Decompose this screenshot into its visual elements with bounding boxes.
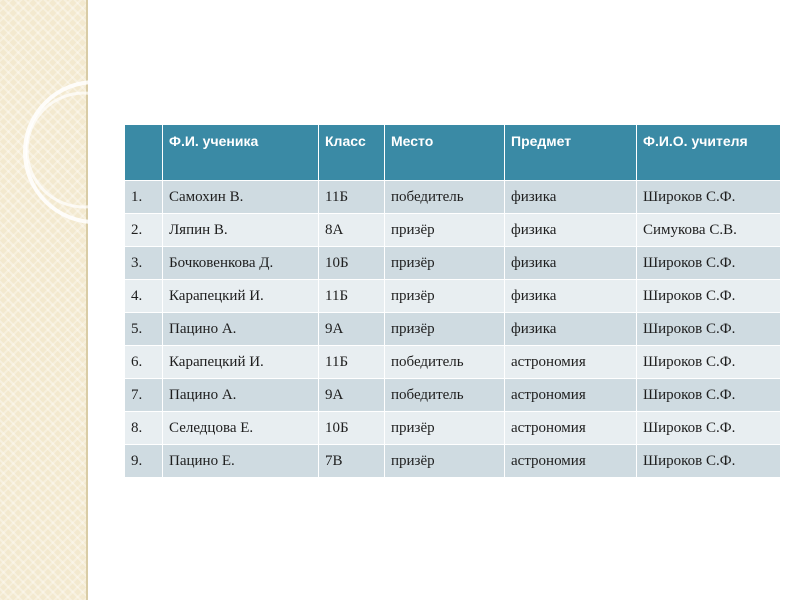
place-cell: призёр [385,445,505,478]
header-student-name: Ф.И. ученика [163,125,319,181]
decorative-circles [0,0,140,240]
subject-cell: астрономия [505,379,637,412]
row-number: 1. [125,181,163,214]
subject-cell: астрономия [505,346,637,379]
table-row [125,313,781,346]
results-table-container [124,124,781,478]
olympiad-results-table [124,124,781,478]
row-number: 9. [125,445,163,478]
student-name: Пацино А. [163,379,319,412]
class-cell: 9А [319,379,385,412]
student-name: Пацино А. [163,313,319,346]
header-number [125,125,163,181]
student-name: Самохин В. [163,181,319,214]
class-cell: 11Б [319,181,385,214]
table-row [125,379,781,412]
table-header-row [125,125,781,181]
table-row [125,346,781,379]
table-row [125,214,781,247]
teacher-name: Широков С.Ф. [637,346,781,379]
row-number: 2. [125,214,163,247]
class-cell: 7В [319,445,385,478]
place-cell: призёр [385,313,505,346]
student-name: Карапецкий И. [163,346,319,379]
teacher-name: Широков С.Ф. [637,181,781,214]
teacher-name: Широков С.Ф. [637,247,781,280]
table-row [125,412,781,445]
row-number: 4. [125,280,163,313]
subject-cell: физика [505,247,637,280]
teacher-name: Широков С.Ф. [637,313,781,346]
class-cell: 11Б [319,346,385,379]
student-name: Карапецкий И. [163,280,319,313]
subject-cell: физика [505,181,637,214]
row-number: 7. [125,379,163,412]
teacher-name: Широков С.Ф. [637,280,781,313]
header-class: Класс [319,125,385,181]
subject-cell: физика [505,214,637,247]
place-cell: победитель [385,181,505,214]
row-number: 5. [125,313,163,346]
place-cell: призёр [385,280,505,313]
teacher-name: Широков С.Ф. [637,379,781,412]
table-row [125,280,781,313]
row-number: 3. [125,247,163,280]
subject-cell: физика [505,313,637,346]
table-row [125,181,781,214]
header-teacher-name: Ф.И.О. учителя [637,125,781,181]
class-cell: 10Б [319,412,385,445]
student-name: Пацино Е. [163,445,319,478]
student-name: Бочковенкова Д. [163,247,319,280]
place-cell: призёр [385,214,505,247]
teacher-name: Широков С.Ф. [637,445,781,478]
row-number: 8. [125,412,163,445]
table-row [125,247,781,280]
student-name: Селедцова Е. [163,412,319,445]
subject-cell: астрономия [505,412,637,445]
teacher-name: Широков С.Ф. [637,412,781,445]
class-cell: 11Б [319,280,385,313]
table-row [125,445,781,478]
place-cell: победитель [385,346,505,379]
teacher-name: Симукова С.В. [637,214,781,247]
header-subject: Предмет [505,125,637,181]
place-cell: призёр [385,247,505,280]
place-cell: победитель [385,379,505,412]
row-number: 6. [125,346,163,379]
class-cell: 10Б [319,247,385,280]
place-cell: призёр [385,412,505,445]
student-name: Ляпин В. [163,214,319,247]
subject-cell: физика [505,280,637,313]
header-place: Место [385,125,505,181]
class-cell: 8А [319,214,385,247]
subject-cell: астрономия [505,445,637,478]
class-cell: 9А [319,313,385,346]
